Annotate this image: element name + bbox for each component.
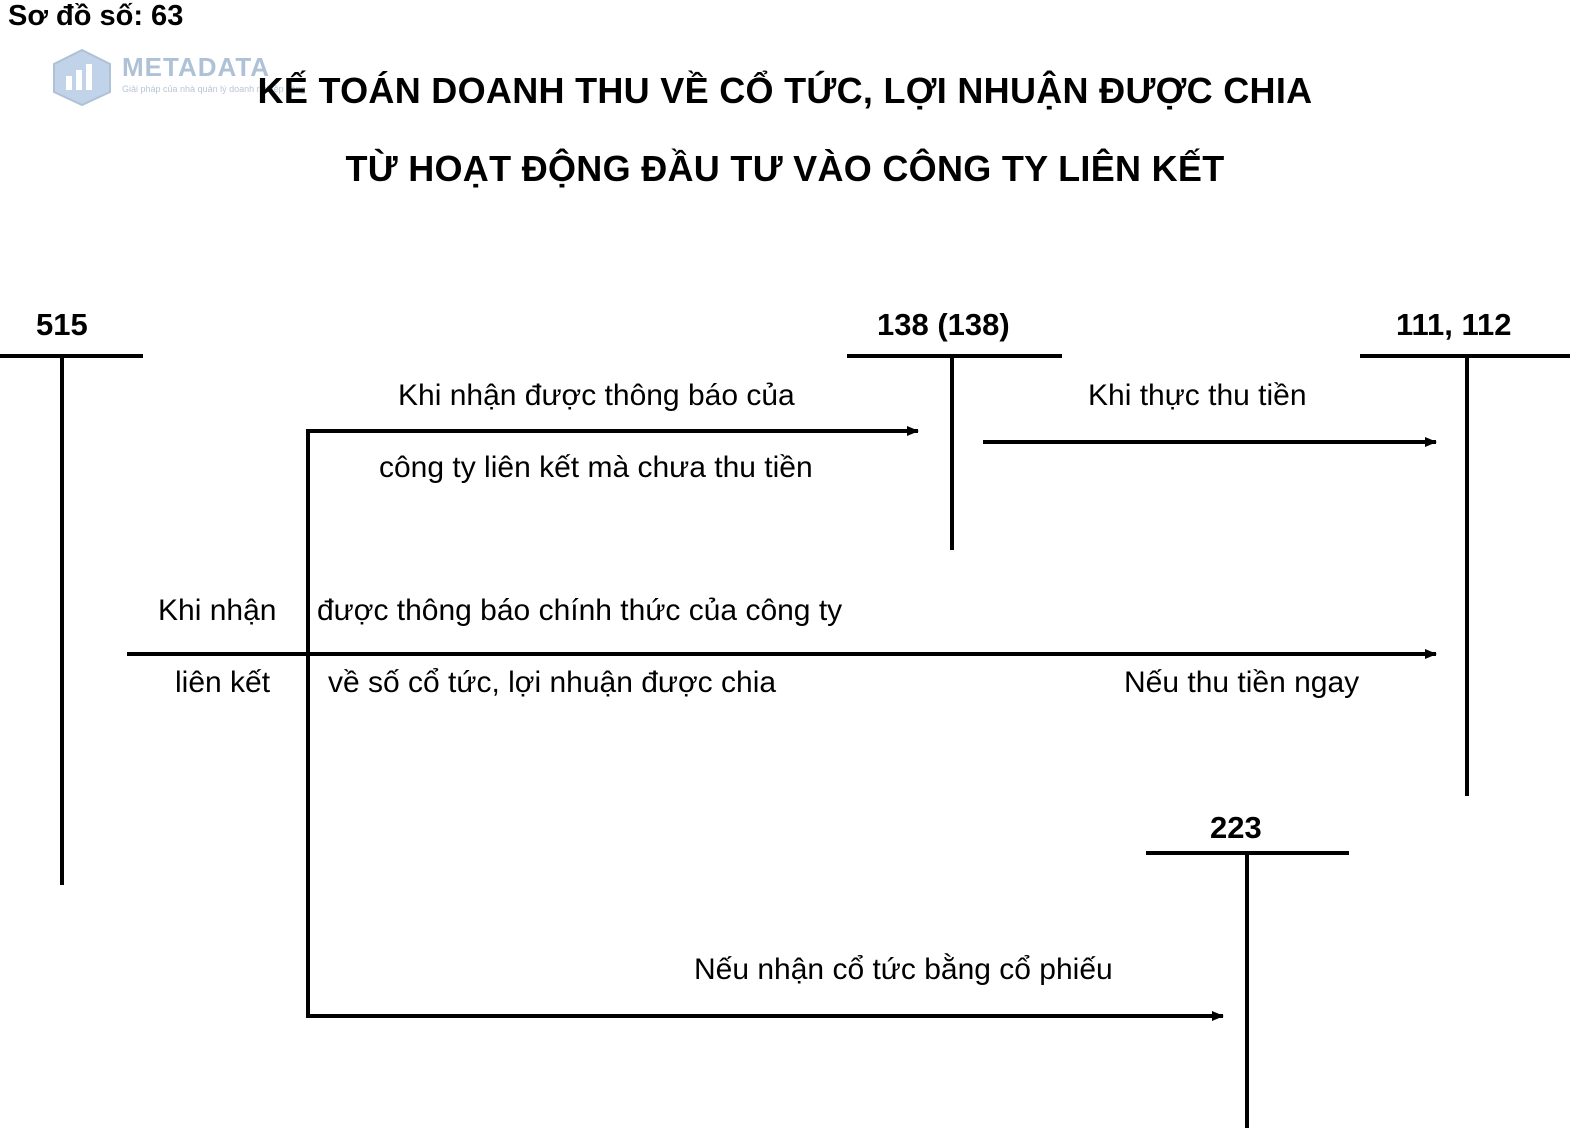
account-515-label: 515 — [36, 307, 88, 342]
flow-official-right1: được thông báo chính thức của công ty — [317, 594, 843, 627]
account-111-112-label: 111, 112 — [1396, 307, 1512, 342]
flow-official-left1: Khi nhận — [158, 594, 277, 627]
flow-notice-line1: Khi nhận được thông báo của — [398, 379, 795, 412]
diagram-number: Sơ đồ số: 63 — [8, 0, 184, 32]
flow-shares-label: Nếu nhận cổ tức bằng cổ phiếu — [694, 953, 1113, 986]
flow-immediate-label: Nếu thu tiền ngay — [1124, 666, 1360, 699]
watermark-brand: METADATA — [122, 52, 271, 82]
flow-collect-label: Khi thực thu tiền — [1088, 379, 1307, 412]
page-title-line1: KẾ TOÁN DOANH THU VỀ CỔ TỨC, LỢI NHUẬN ĐƯỢC CHIA — [257, 70, 1313, 111]
flow-notice-line2: công ty liên kết mà chưa thu tiền — [379, 451, 813, 484]
flow-official-left2: liên kết — [175, 666, 271, 699]
account-223-label: 223 — [1210, 810, 1262, 845]
flow-official-right2: về số cổ tức, lợi nhuận được chia — [328, 666, 777, 699]
account-138-label: 138 (138) — [877, 307, 1010, 342]
page-title-line2: TỪ HOẠT ĐỘNG ĐẦU TƯ VÀO CÔNG TY LIÊN KẾT — [345, 148, 1225, 189]
watermark-tagline: Giải pháp của nhà quản lý doanh nghiệp công — [122, 84, 306, 94]
